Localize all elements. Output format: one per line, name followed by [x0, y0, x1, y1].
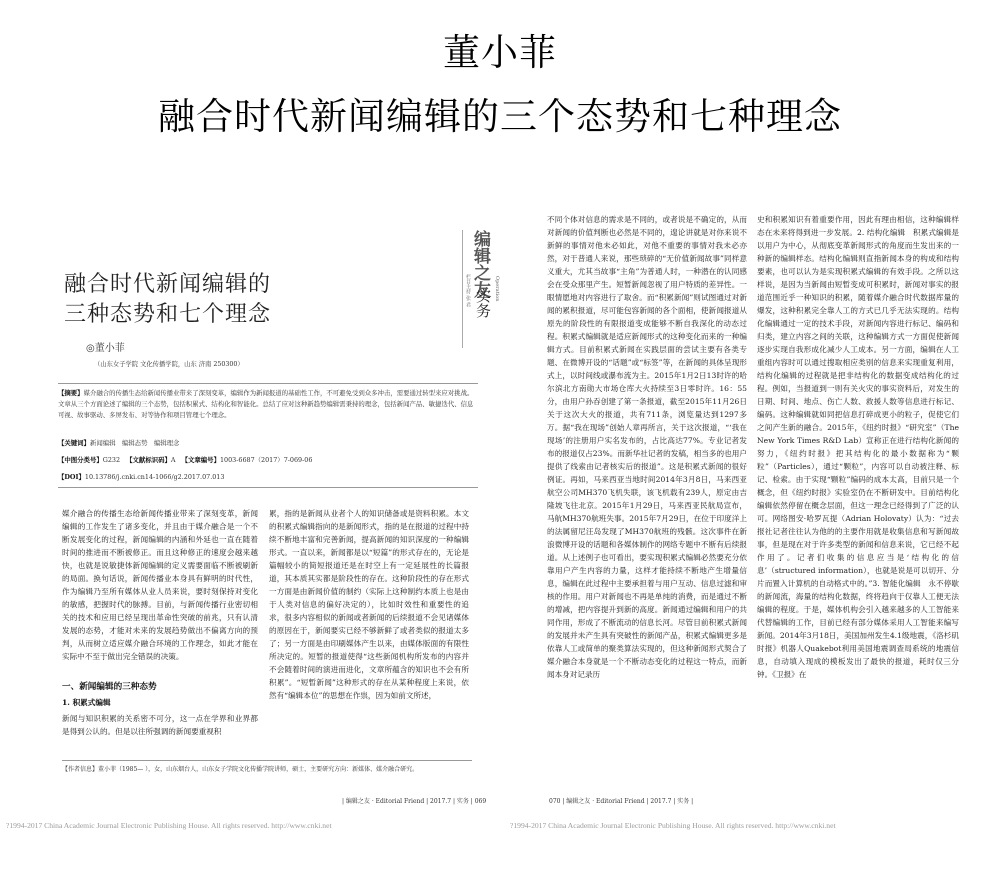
document-title-heading: 融合时代新闻编辑的三个态势和七种理念: [158, 95, 842, 138]
clc-label: 【中图分类号】: [58, 456, 103, 464]
doi-line: [58, 472, 478, 483]
column-host: 栏目主持 张 君: [465, 274, 471, 308]
keywords: [58, 438, 478, 449]
article-no-value: 1003-6687（2017）7-069-06: [219, 456, 313, 464]
right-page-scan: [535, 215, 960, 805]
doc-code-value: A: [170, 456, 176, 464]
article-title-line1: 融合时代新闻编辑的: [64, 272, 272, 297]
author-bio: 【作者信息】董小菲（1985— ），女，山东烟台人，山东女子学院文化传播学院讲师，硕士，主要研究方向：新媒体、媒介融合研究。: [62, 760, 472, 775]
page-footer: 070 | 编辑之友 · Editorial Friend | 2017.7 | 实务 |: [549, 798, 694, 805]
column-name: 实务: [474, 288, 492, 318]
column-english-name: Operation: [494, 276, 500, 302]
divider: [58, 383, 478, 384]
body-column-1: 媒介融合的传播生态给新闻传播业带来了深刻变革，新闻编辑的工作发生了诸多变化，并且由于媒介融合是一个不断发展变化的过程，新闻编辑的内涵和外延也一直在随着时间的推进而不断被修正。而且这种修正的速度会越来越快，也就是说敏捷体新闻编辑的定义需要面临不断被刷新的局面。换句话说，新闻传播业本身具有鲜明的时代性，作为编辑乃至所有媒体从业人员来说，要时刻保持对变化的敏感，把握时代的脉搏。目前，与新闻传播行业密切相关的技术和应用已经呈现出革命性突破的前兆，只有认清发展的态势，才能对未来的发展趋势做出不偏离方向的预判，从而树立适应媒介融合环境的工作理念，如此才能在实际中不至于做出完全错误的决策。: [62, 509, 258, 661]
copyright-watermark: ?1994-2017 China Academic Journal Electronic Publishing House. All rights reserved. http://www.cnki.net: [510, 821, 836, 830]
article-no-label: 【文章编号】: [181, 456, 220, 464]
section-heading: 一、新闻编辑的三种态势: [62, 682, 157, 692]
abstract-label: 【摘要】: [58, 389, 84, 397]
left-page-scan: [42, 225, 500, 805]
abstract: [58, 388, 478, 434]
keywords-label: 【关键词】: [58, 439, 90, 447]
classification-line: [58, 455, 478, 466]
body-column-1-tail: 新闻与知识积累的关系密不可分，这一点在学界和业界都是得到公认的。但是以往所强调的新闻要重视积: [62, 714, 258, 736]
copyright-watermark: ?1994-2017 China Academic Journal Electronic Publishing House. All rights reserved. http://www.cnki.net: [6, 821, 332, 830]
author-affiliation: （山东女子学院 文化传播学院，山东 济南 250300）: [94, 361, 244, 368]
doi-value: 10.13786/j.cnki.cn14-1066/g2.2017.07.013: [84, 473, 225, 481]
journal-logo: 编辑之友: [470, 230, 490, 298]
body-column-2: 史和积累知识有着重要作用，因此有理由相信，这种编辑样态在未来将得到进一步发展。2. 结构化编辑 积累式编辑是以用户为中心，从彻底变革新闻形式的角度而生发出来的一种新的编辑样态。结构化编辑则直指新闻本身的构成和结构要素，也可以认为是实现积累式编辑的有效手段。之所以这样说，是因为当新闻由短暂变成可积累时，新闻对事实的报道范围近乎一种知识的积累，随着媒介融合时代数据库量的爆发，这种积累完全靠人工的方式已几乎无法实现的。结构化编辑通过一定的技术手段，对新闻内容进行标记、编码和归类，建立内容之间的关联，这种编辑方式一方面促使新闻逐步实现自我形成化减少人工成本。另一方面，编辑在人工重组内容时可以通过搜取相应类别的信息来实现重复利用，结构化编辑的过程就是把非结构化的数据变成结构化的过程。例如，当报道到一则有关火灾的事实资料后，对发生的日期、时间、地点、伤亡人数、救援人数等信息进行标记、编码。这种编辑就如同把信息打碎成更小的粒子，促使它们之间产生新的融合。2015年，《纽约时报》“研究室”（The New York Times R&D Lab）宣称正在进行结构化新闻的努力，《纽约时报》把其结构化的最小数据称为“颗粒”（Particles），通过“颗粒”，内容可以自动被注释、标记、检索。由于实现“颗粒”编码的成本太高，目前只是一个概念，但《纽约时报》实验室仍在不断研发中。目前结构化编辑依然停留在概念层面，但这一理念已经得到了广泛的认可。网络图安·哈罗瓦提（Adrian Holovaty）认为：“过去报社记者往往认为他的的主要作用就是收集信息和写新闻故事，但是现在对于许多类型的新闻和信息来说，它已经不起作用了。记者们收集的信息应当是‘结构化的信息’（structured information），也就是说是可以切开、分片而置入计算机的自动格式中的。”3. 智能化编辑 永不停歇的新闻流，海量的结构化数据，终将趋向于仅靠人工便无法编辑的程度。于是，媒体机构会引入越来越多的人工智能来代替编辑的工作，目前已经有部分媒体采用人工智能来编写新闻。2014年3月18日，美国加州发生4.1级地震，《洛杉矶时报》机器人Quakebot利用美国地震调查局系统的地震信息，自动填入现成的模板发出了最快的报道，耗时仅三分钟。《卫报》在: [757, 215, 959, 679]
column-header: [462, 230, 502, 348]
article-title-line2: 三种态势和七个理念: [64, 302, 272, 327]
subsection-heading: 1. 积累式编辑: [62, 698, 111, 707]
keywords-text: 新闻编辑 编辑态势 编辑理念: [89, 439, 180, 447]
doc-code-label: 【文献标识码】: [126, 456, 171, 464]
divider: [58, 487, 478, 488]
article-author: ◎董小菲: [86, 343, 125, 354]
body-column-1: 不同个体对信息的需求是不同的，或者说是不确定的，从而对新闻的价值判断也必然是不同的，遑论讲就是对你来说不新鲜的事情对他未必如此，对他不重要的事情对我未必亦然，对于普通人来说，那些琐碎的“无价值新闻故事”同样意义重大，尤其当故事“主角”为普通人时，一种潜在的认同感会在受众那里产生。短暂新闻忽视了用户特质的差异性。一眼情愿地对内容进行了取舍。而“积累新闻”则试图通过对新闻的累积报道，尽可能包容新闻的各个面相，使新闻报道从原先的阶段性的有限报道变成能够不断自我深化的动态过程。积累式编辑就是适应新闻形式的这种变化而来的一种编辑方式。目前积累式新闻在实践层面的尝试主要有各类专题、在微博开设的“话题”或“标签”等，在新闻的具体呈现形式上，以时间线或瀑布流为主。2015年1月2日13时许的哈尔滨北方南勋大市场仓库大火持续至3日零时许。16：55分，由用户孙吞创建了第一条报道，截至2015年11月26日关于这次大火的报道，共有711条，浏览量达到1297多万。据“我在现场”创始人章再所言，关于这次报道，“‘我在现场’的注册用户实名发布的，占比高达77%。专业记者发布的报道仅占23%。而新华社记者的发稿，相当多的也用户提供了线索由记者核实后的报道”。这是积累式新闻的很好例证。再如，马来西亚当地时间2014年3月8日，马来西亚航空公司MH370飞机失联，该飞机载有239人，原定由吉隆坡飞往北京。2015年1月29日，马来西亚民航局宣布，马航MH370航班失事。2015年7月29日，在位于印度洋上的法属留尼汪岛发现了MH370航班的残骸。这次事件在新浪微博开设的话题和各媒体制作的网络专题中不断有后续报道。从上述例子也可看出，要实现积累式编辑必然要充分依靠用户产生内容的力量，这样才能持续不断地产生增量信息，编辑在此过程中主要承担着与用户互动、信息过滤和审核的作用。用户对新闻也不再是单纯的消费，而是通过不断的增减，把内容提升到新的高度。新闻通过编辑和用户的共同作用，形成了不断流动的信息长河。尽管目前积累式新闻的发展并未产生具有突破性的新闻产品，积累式编辑更多是依靠人工或简单的聚类算法实现的，但这种新闻形式契合了媒介融合本身就是一个不断动态变化的过程这一特点，而新闻本身对记录历: [547, 215, 747, 679]
abstract-text: 媒介融合的传播生态给新闻传播业带来了深刻变革，编辑作为新闻报道的基础性工作，不可避免受到众多冲击，需要通过转型来应对挑战。文章从三个方面论述了编辑的三个态势，包括积累式、结构化和智能化。总结了应对这种新趋势编辑需秉持的理念，包括新闻产品、敏捷迭代、信息可视、故事驱动、多屏发布、对等协作和项目管理七个理念。: [58, 389, 474, 419]
page-footer: | 编辑之友 · Editorial Friend | 2017.7 | 实务 | 069: [342, 798, 487, 805]
clc-value: G232: [102, 456, 121, 464]
body-column-2: 累，指的是新闻从业者个人的知识储备或是资料积累。本文的积累式编辑指向的是新闻形式，指的是在报道的过程中持续不断地丰富和完善新闻，提高新闻的知识深度的一种编辑形式。一直以来，新闻都是以“短篇”的形式存在的，无论是篇幅较小的简短报道还是在时空上有一定延展性的长篇报道，其本质其实都是阶段性的存在。这种阶段性的存在形式一方面是由新闻价值的制约（实际上这种制约本质上也是由于人类对信息的偏好决定的），比如时效性和重要性的追求，很多内容相似的新闻或者新闻的后续报道不会见诸媒体的原因在于，新闻要实已经不够新鲜了或者类似的报道太多了；另一方面是由印刷媒体产生以来，由媒体版面的有限性所决定的。短暂的报道使得“这些新闻机构所发布的内容并不会随着时间的演进而进化，文章所蕴含的知识也不会有所积累”。“短暂新闻”这种形式的存在从某种程度上来说，依然有“编辑本位”的思想在作祟，因为如前文所述，: [269, 509, 469, 700]
document-author-heading: 董小菲: [443, 31, 557, 74]
doi-label: 【DOI】: [58, 473, 85, 481]
